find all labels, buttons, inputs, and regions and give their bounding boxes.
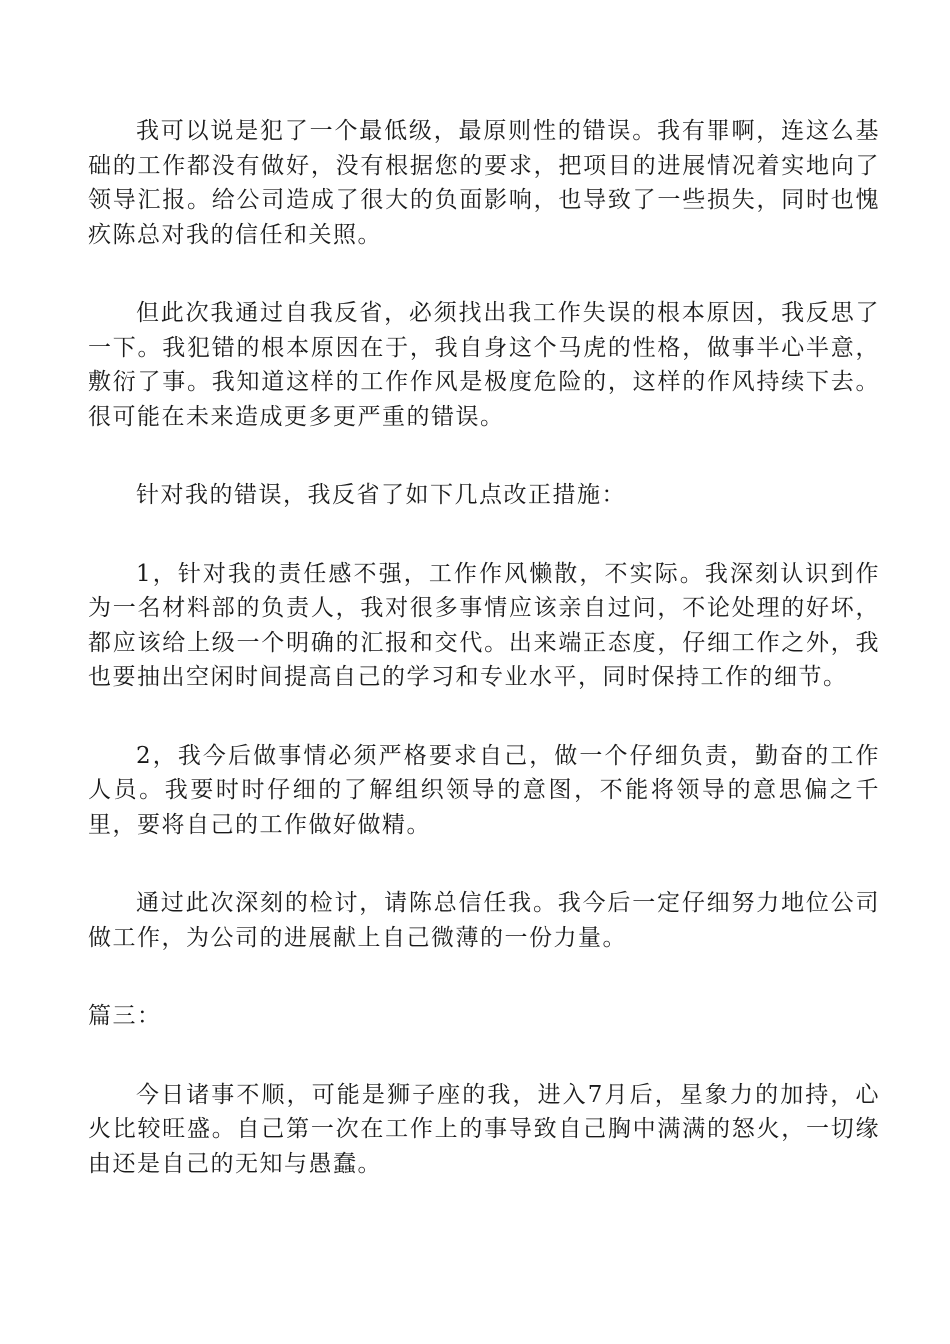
paragraph-measures-intro: 针对我的错误，我反省了如下几点改正措施： <box>136 482 626 508</box>
paragraph-conclusion: 通过此次深刻的检讨，请陈总信任我。我今后一定仔细努力地位公司做工作，为公司的进展献上自己微薄的一份力量。 <box>88 890 880 951</box>
paragraph-section-three: 今日诸事不顺，可能是狮子座的我，进入7月后，星象力的加持，心火比较旺盛。自己第一次在工作上的事导致自己胸中满满的怒火，一切缘由还是自己的无知与愚蠢。 <box>88 1081 880 1177</box>
paragraph-measure-2: 2，我今后做事情必须严格要求自己，做一个仔细负责，勤奋的工作人员。我要时时仔细的了解组织领导的意图，不能将领导的意思偏之千里，要将自己的工作做好做精。 <box>88 742 880 838</box>
section-heading: 篇三： <box>88 1003 162 1029</box>
paragraph-measure-1: 1，针对我的责任感不强，工作作风懒散，不实际。我深刻认识到作为一名材料部的负责人，我对很多事情应该亲自过问，不论处理的好坏，都应该给上级一个明确的汇报和交代。出来端正态度，仔细工作之外，我也要抽出空闲时间提高自己的学习和专业水平，同时保持工作的细节。 <box>88 560 880 690</box>
paragraph-reflection: 但此次我通过自我反省，必须找出我工作失误的根本原因，我反思了一下。我犯错的根本原因在于，我自身这个马虎的性格，做事半心半意，敷衍了事。我知道这样的工作作风是极度危险的，这样的作风持续下去。很可能在未来造成更多更严重的错误。 <box>88 300 880 430</box>
document-page <box>88 114 880 1225</box>
paragraph-apology: 我可以说是犯了一个最低级，最原则性的错误。我有罪啊，连这么基础的工作都没有做好，没有根据您的要求，把项目的进展情况着实地向了领导汇报。给公司造成了很大的负面影响，也导致了一些损失，同时也愧疚陈总对我的信任和关照。 <box>88 118 880 248</box>
